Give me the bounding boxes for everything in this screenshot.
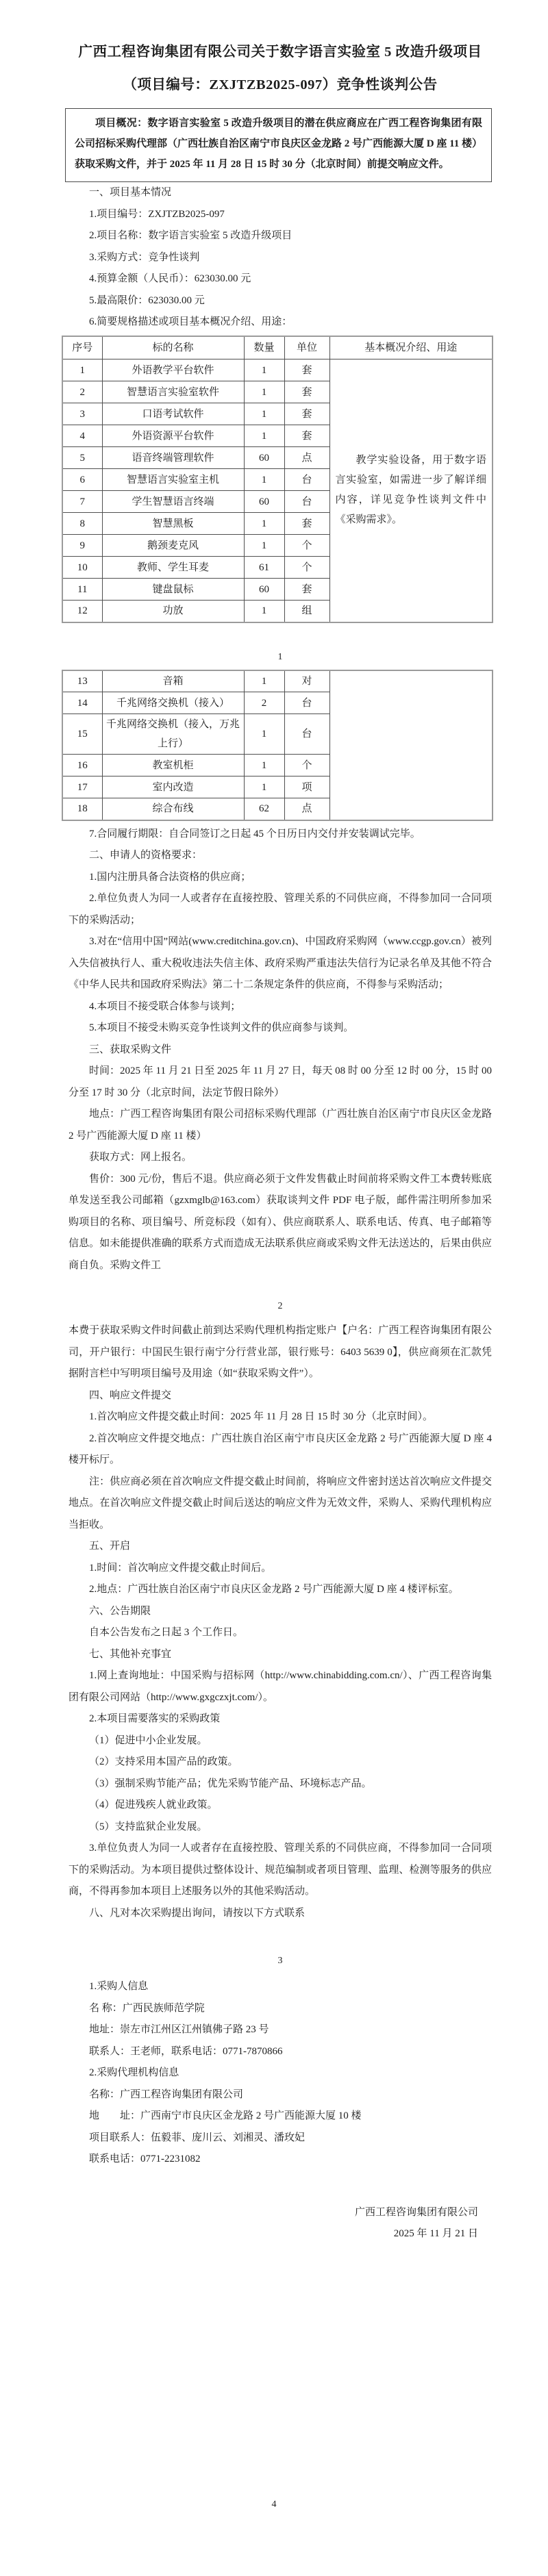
qualification-item: 5.本项目不接受未购买竞争性谈判文件的供应商参与谈判。 (89, 1022, 354, 1033)
section-6-heading: 六、公告期限 (89, 1605, 151, 1617)
item-cell: 11 (62, 579, 102, 601)
item-cell: 套 (284, 579, 329, 601)
section-5-heading: 五、开启 (89, 1541, 131, 1552)
title-line-2: （项目编号：ZXJTZB2025-097）竞争性谈判公告 (123, 77, 438, 92)
item-cell: 60 (244, 491, 284, 513)
item-cell: 16 (62, 755, 102, 776)
item-cell: 1 (244, 535, 284, 557)
item-cell: 8 (62, 513, 102, 535)
item-cell: 千兆网络交换机（接入，万兆上行） (102, 714, 244, 755)
buyer-info-heading: 1.采购人信息 (89, 1981, 149, 1992)
document-title (68, 36, 492, 101)
item-cell: 13 (62, 670, 102, 692)
col-header-qty: 数量 (244, 336, 284, 359)
item-cell: 1 (244, 469, 284, 491)
opening-place: 2.地点：广西壮族自治区南宁市良庆区金龙路 2 号广西能源大厦 D 座 4 楼评标室。 (89, 1584, 459, 1595)
item-cell: 对 (284, 670, 329, 692)
item-cell: 1 (244, 359, 284, 381)
policy-item: （5）支持监狱企业发展。 (89, 1821, 208, 1832)
spec-intro-label: 6.简要规格描述或项目基本概况介绍、用途： (89, 316, 292, 327)
col-header-index: 序号 (62, 336, 102, 359)
item-cell: 口语考试软件 (102, 403, 244, 425)
item-cell: 外语教学平台软件 (102, 359, 244, 381)
submission-note: 注：供应商必须在首次响应文件提交截止时间前，将响应文件密封送达首次响应文件提交地点。在首次响应文件提交截止时间后送达的响应文件为无效文件，采购人、采购代理机构应当拒收。 (68, 1476, 492, 1530)
item-cell: 点 (284, 447, 329, 469)
item-cell: 功放 (102, 601, 244, 622)
col-header-name: 标的名称 (102, 336, 244, 359)
project-overview-box (65, 108, 492, 182)
page-number-2: 2 (277, 1301, 283, 1311)
item-cell: 3 (62, 403, 102, 425)
item-cell: 9 (62, 535, 102, 557)
item-cell: 5 (62, 447, 102, 469)
item-note-cell: 教学实验设备，用于数字语言实验室，如需进一步了解详细内容，详见竞争性谈判文件中《采购需求》。 (329, 359, 493, 622)
item-cell: 音箱 (102, 670, 244, 692)
document-time: 时间：2025 年 11 月 21 日至 2025 年 11 月 27 日，每天 08 时 00 分至 12 时 00 分，15 时 00 分至 17 时 30 分（北京时间，法定节假日除外） (68, 1065, 492, 1098)
item-cell: 4 (62, 425, 102, 447)
item-cell: 个 (284, 755, 329, 776)
agency-contact: 项目联系人：伍毅菲、庞川云、刘湘灵、潘玫妃 (89, 2132, 306, 2143)
col-header-unit: 单位 (284, 336, 329, 359)
query-address: 1.网上查询地址：中国采购与招标网（http://www.chinabidding.com.cn/）、广西工程咨询集团有限公司网站（http://www.gxgczxjt.com/）。 (68, 1670, 492, 1703)
section-3-heading: 三、获取采购文件 (89, 1044, 172, 1055)
item-cell: 60 (244, 447, 284, 469)
item-cell: 个 (284, 557, 329, 579)
item-cell: 10 (62, 557, 102, 579)
section-8-heading: 八、凡对本次采购提出询问，请按以下方式联系 (89, 1907, 306, 1919)
submission-deadline: 1.首次响应文件提交截止时间：2025 年 11 月 28 日 15 时 30 分（北京时间）。 (89, 1411, 433, 1422)
item-cell: 台 (284, 692, 329, 714)
qualification-item: 3.对在“信用中国”网站(www.creditchina.gov.cn)、中国政府采购网（www.ccgp.gov.cn）被列入失信被执行人、重大税收违法失信主体、政府采购严重违法失信行为记录名单及其他不符合《中华人民共和国政府采购法》第二十二条规定条件的供应商，不得参与采购活动； (68, 936, 492, 990)
qualification-item: 4.本项目不接受联合体参与谈判； (89, 1000, 241, 1012)
items-table-header-row (62, 336, 493, 359)
item-cell: 套 (284, 513, 329, 535)
item-note-cell (329, 670, 493, 820)
item-cell: 室内改造 (102, 776, 244, 798)
agency-address: 地 址：广西南宁市良庆区金龙路 2 号广西能源大厦 10 楼 (89, 2110, 362, 2121)
item-cell: 点 (284, 798, 329, 820)
item-cell: 千兆网络交换机（接入） (102, 692, 244, 714)
page-number-4: 4 (271, 2499, 277, 2510)
item-cell: 60 (244, 579, 284, 601)
section-7-heading: 七、其他补充事宜 (89, 1648, 172, 1660)
qualification-item: 1.国内注册具备合法资格的供应商； (89, 871, 251, 883)
item-cell: 套 (284, 403, 329, 425)
item-cell: 鹅颈麦克风 (102, 535, 244, 557)
policy-item: （3）强制采购节能产品；优先采购节能产品、环境标志产品。 (89, 1778, 372, 1789)
agency-name: 名称：广西工程咨询集团有限公司 (89, 2088, 244, 2100)
buyer-address: 地址：崇左市江州区江州镇佛子路 23 号 (89, 2024, 269, 2035)
page-number-3: 3 (277, 1956, 283, 1966)
item-cell: 1 (244, 670, 284, 692)
document-method: 获取方式：网上报名。 (89, 1152, 192, 1163)
item-cell: 1 (244, 714, 284, 755)
item-cell: 教师、学生耳麦 (102, 557, 244, 579)
item-cell: 1 (244, 381, 284, 403)
section-4-heading: 四、响应文件提交 (89, 1389, 172, 1401)
buyer-name: 名 称：广西民族师范学院 (89, 2002, 205, 2014)
policy-item: （2）支持采用本国产品的政策。 (89, 1756, 238, 1767)
item-cell: 智慧语言实验室主机 (102, 469, 244, 491)
item-cell: 台 (284, 714, 329, 755)
item-cell: 台 (284, 491, 329, 513)
item-cell: 语音终端管理软件 (102, 447, 244, 469)
item-cell: 1 (62, 359, 102, 381)
item-cell: 项 (284, 776, 329, 798)
max-price: 5.最高限价：623030.00 元 (89, 294, 205, 306)
item-cell: 12 (62, 601, 102, 622)
item-row (62, 670, 493, 692)
item-cell: 6 (62, 469, 102, 491)
policy-item: （1）促进中小企业发展。 (89, 1734, 208, 1746)
item-cell: 个 (284, 535, 329, 557)
item-cell: 1 (244, 403, 284, 425)
policy-heading: 2.本项目需要落实的采购政策 (89, 1713, 221, 1724)
agency-info-heading: 2.采购代理机构信息 (89, 2067, 179, 2078)
item-cell: 套 (284, 381, 329, 403)
item-cell: 外语资源平台软件 (102, 425, 244, 447)
announcement-period: 自本公告发布之日起 3 个工作日。 (89, 1627, 244, 1638)
section-1-heading: 一、项目基本情况 (89, 187, 172, 198)
budget-amount: 4.预算金额（人民币）：623030.00 元 (89, 273, 251, 284)
item-cell: 键盘鼠标 (102, 579, 244, 601)
page-number-1: 1 (277, 651, 283, 662)
item-cell: 1 (244, 513, 284, 535)
item-row (62, 359, 493, 381)
item-cell: 智慧黑板 (102, 513, 244, 535)
project-name: 2.项目名称：数字语言实验室 5 改造升级项目 (89, 230, 292, 241)
document-price-part1: 售价：300 元/份，售后不退。供应商必须于文件发售截止时间前将采购文件工本费转账底单发送至我公司邮箱（gzxmglb@163.com）获取谈判文件 PDF 电子版，邮件需注明所参加采购项目的名称、项目编号、所竞标段（如有）、供应商联系人、联系电话、传真、电子邮箱等信息。如未能提供准确的联系方式而造成无法联系供应商或采购文件无法送达的，后果由供应商自负。采购文件工 (68, 1173, 492, 1271)
item-cell: 2 (244, 692, 284, 714)
item-cell: 综合布线 (102, 798, 244, 820)
item-cell: 17 (62, 776, 102, 798)
agency-phone: 联系电话：0771-2231082 (89, 2154, 201, 2164)
project-number: 1.项目编号：ZXJTZB2025-097 (89, 208, 225, 220)
submission-place: 2.首次响应文件提交地点：广西壮族自治区南宁市良庆区金龙路 2 号广西能源大厦 D 座 4 楼开标厅。 (68, 1432, 492, 1465)
signoff-date: 2025 年 11 月 21 日 (393, 2228, 478, 2239)
document-place: 地点：广西工程咨询集团有限公司招标采购代理部（广西壮族自治区南宁市良庆区金龙路 2 号广西能源大厦 D 座 11 楼） (68, 1109, 492, 1141)
title-line-1: 广西工程咨询集团有限公司关于数字语言实验室 5 改造升级项目 (78, 45, 482, 60)
policy-item: （4）促进残疾人就业政策。 (89, 1800, 218, 1810)
contract-period: 7.合同履行期限：自合同签订之日起 45 个日历日内交付并安装调试完毕。 (89, 828, 421, 839)
item-cell: 教室机柜 (102, 755, 244, 776)
items-table-page1 (62, 336, 493, 623)
item-cell: 智慧语言实验室软件 (102, 381, 244, 403)
item-cell: 62 (244, 798, 284, 820)
document-price-part2: 本费于获取采购文件时间截止前到达采购代理机构指定账户【户名：广西工程咨询集团有限公司，开户银行：中国民生银行南宁分行营业部，银行账号：6403 5639 0】，供应商须在汇款凭据附言栏中写明项目编号及用途（如“获取采购文件”）。 (68, 1325, 492, 1379)
item-cell: 1 (244, 425, 284, 447)
item-cell: 学生智慧语言终端 (102, 491, 244, 513)
procurement-method: 3.采购方式：竞争性谈判 (89, 251, 200, 263)
items-table-page2 (62, 670, 493, 821)
item-cell: 套 (284, 425, 329, 447)
item-cell: 14 (62, 692, 102, 714)
item-cell: 18 (62, 798, 102, 820)
buyer-contact: 联系人：王老师，联系电话：0771-7870866 (89, 2045, 283, 2057)
item-cell: 台 (284, 469, 329, 491)
item-cell: 套 (284, 359, 329, 381)
item-cell: 组 (284, 601, 329, 622)
item-cell: 1 (244, 755, 284, 776)
item-cell: 61 (244, 557, 284, 579)
item-cell: 1 (244, 776, 284, 798)
same-person-rule: 3.单位负责人为同一人或者存在直接控股、管理关系的不同供应商，不得参加同一合同项下的采购活动。为本项目提供过整体设计、规范编制或者项目管理、监理、检测等服务的供应商，不得再参加本项目上述服务以外的其他采购活动。 (68, 1843, 492, 1897)
section-2-heading: 二、申请人的资格要求： (89, 850, 203, 861)
item-cell: 1 (244, 601, 284, 622)
signoff-company: 广西工程咨询集团有限公司 (354, 2206, 478, 2218)
item-cell: 15 (62, 714, 102, 755)
item-cell: 7 (62, 491, 102, 513)
project-overview-text: 项目概况：数字语言实验室 5 改造升级项目的潜在供应商应在广西工程咨询集团有限公司招标采购代理部（广西壮族自治区南宁市良庆区金龙路 2 号广西能源大厦 D 座 11 楼）获取采购文件，并于 2025 年 11 月 28 日 15 时 30 分（北京时间）前提交响应文件。 (75, 118, 483, 170)
qualification-item: 2.单位负责人为同一人或者存在直接控股、管理关系的不同供应商，不得参加同一合同项下的采购活动； (68, 893, 492, 926)
opening-time: 1.时间：首次响应文件提交截止时间后。 (89, 1562, 272, 1574)
item-cell: 2 (62, 381, 102, 403)
col-header-desc: 基本概况介绍、用途 (329, 336, 493, 359)
